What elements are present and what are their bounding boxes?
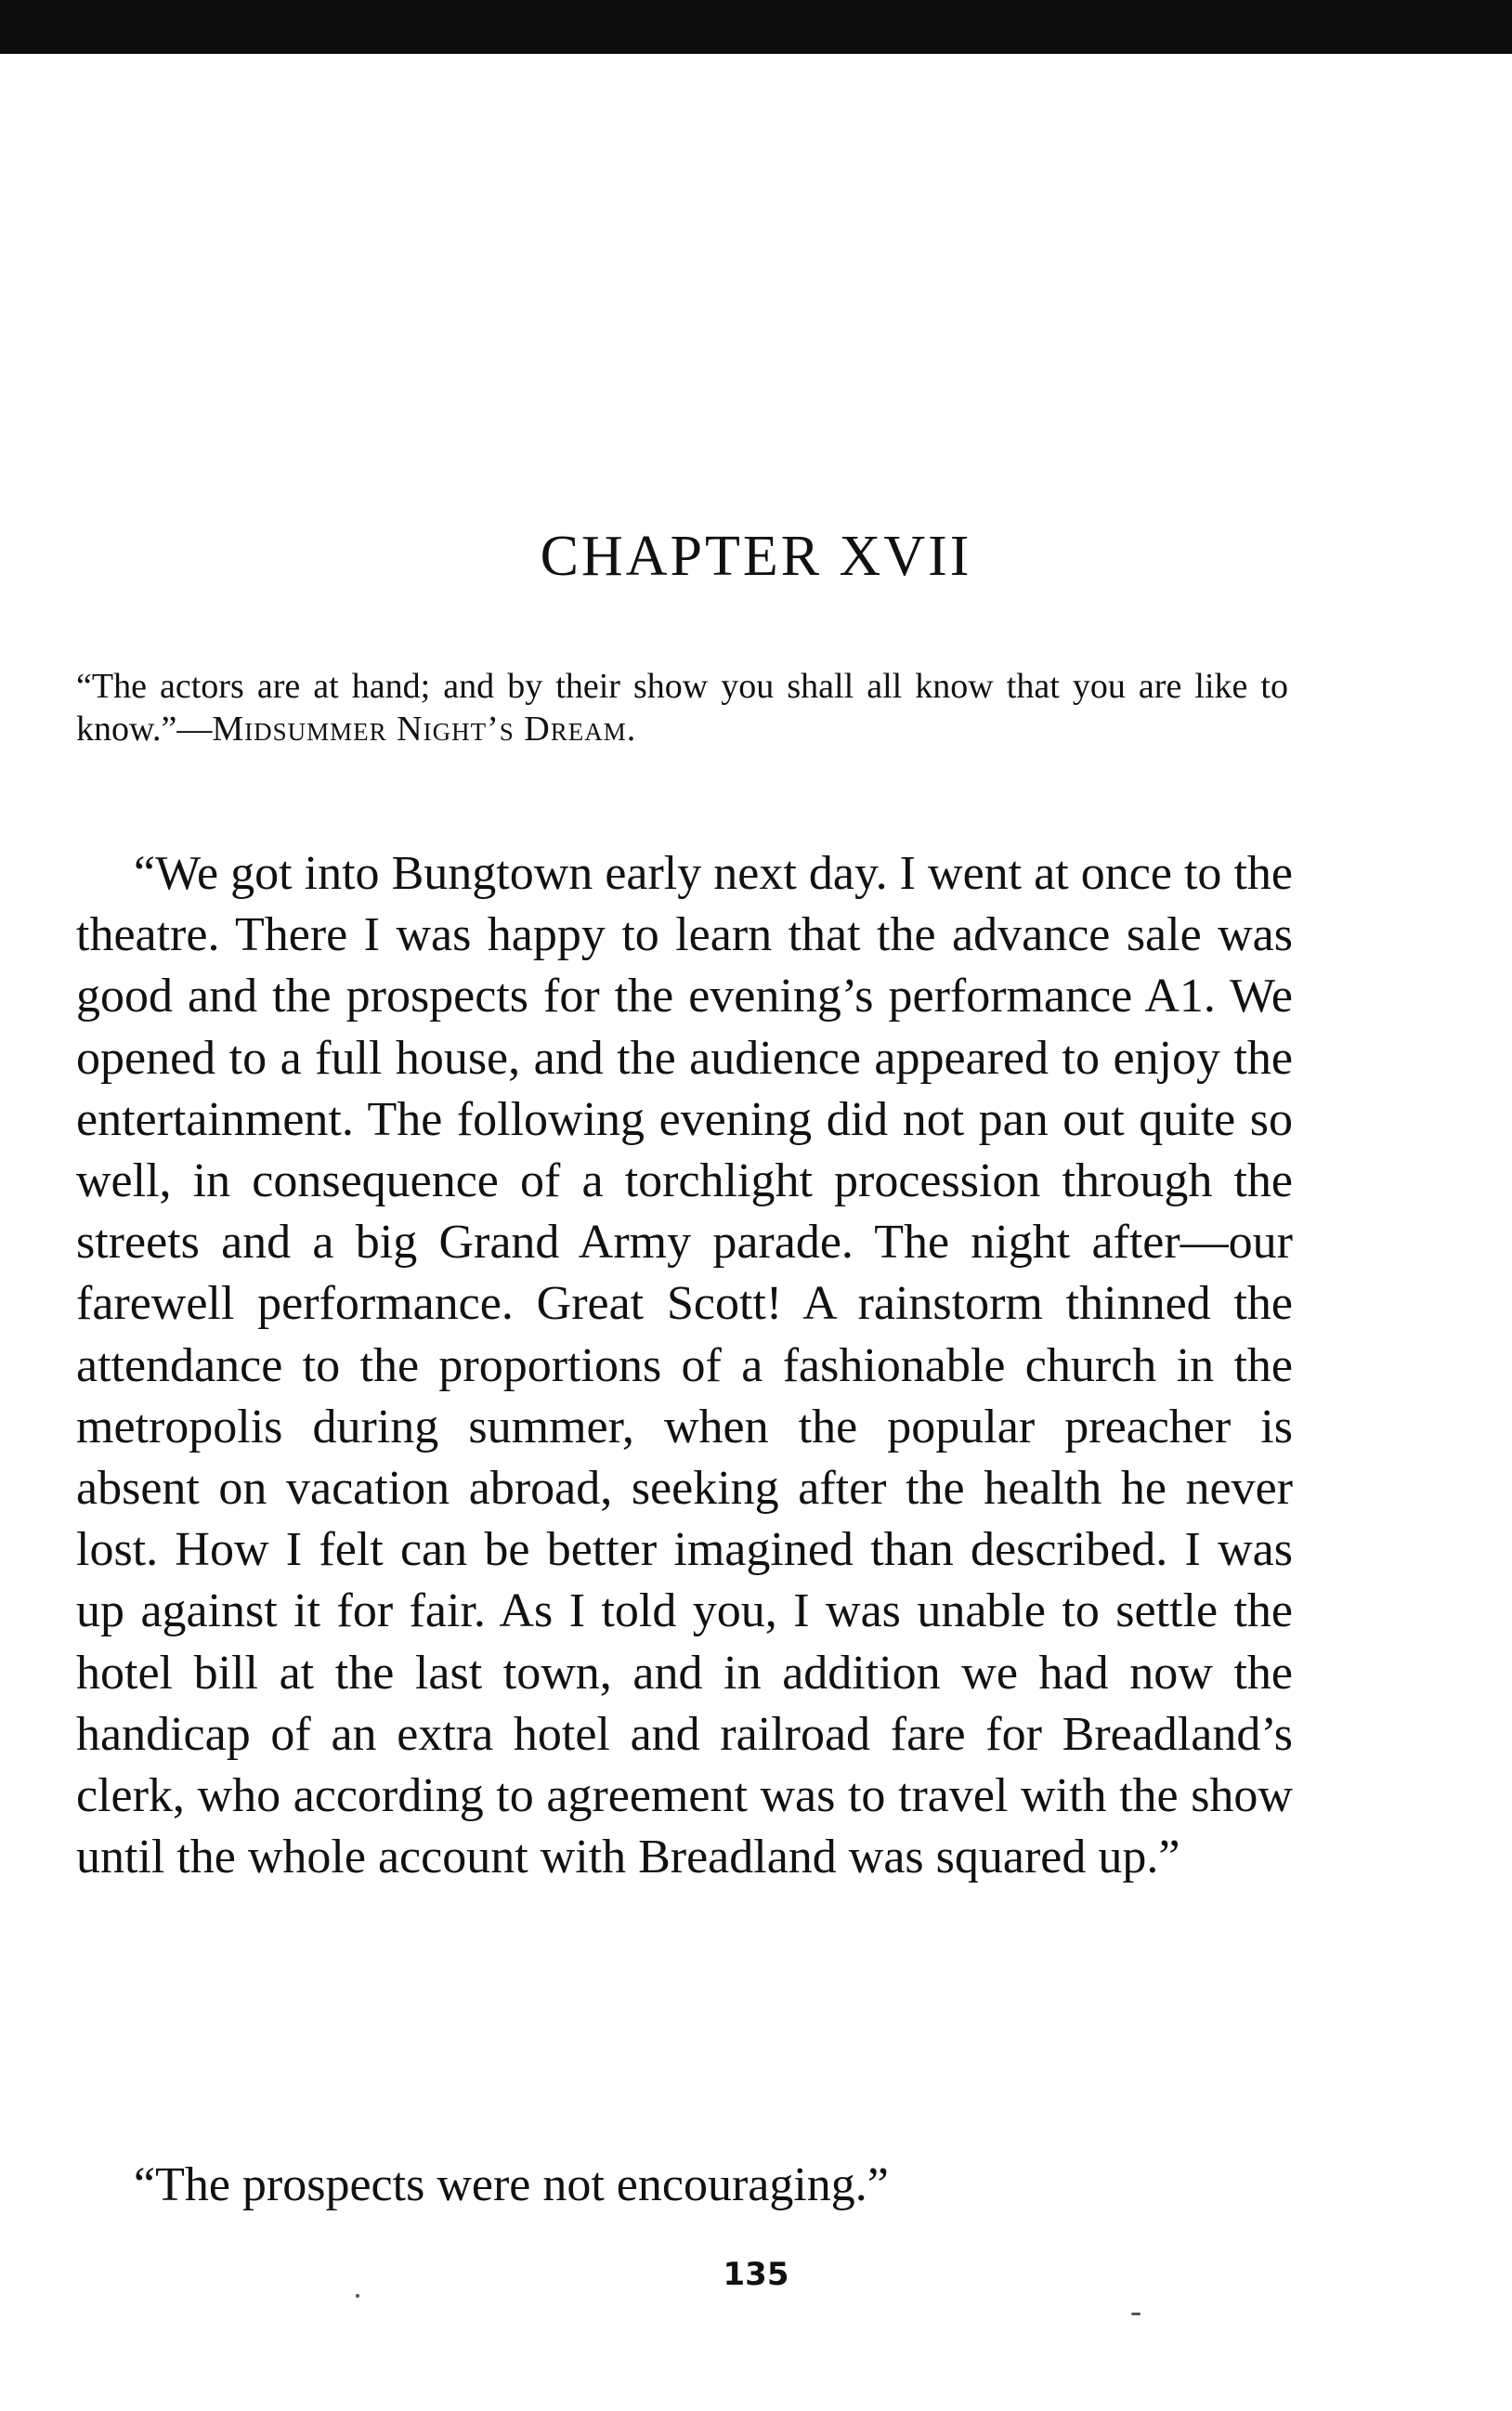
chapter-title: CHAPTER XVII [540, 525, 972, 588]
body-paragraph: “We got into Bungtown early next day. I went at once to the theatre. There I was happy to learn that the advance sale was good and the prospects for the evening’s performance A1. We opened to a full house, and the audience appeared to enjoy the entertainment. The following evening did not pan out quite so well, in consequence of a torchlight procession through the streets and a big Grand Army parade. The night after—our farewell performance. Great Scott! A rainstorm thinned the attendance to the proportions of a fashionable church in the metropolis during summer, when the popular preacher is absent on vacation abroad, seeking after the health he never lost. How I felt can be better imagined than described. I was up against it for fair. As I told you, I was unable to settle the hotel bill at the last town, and in addition we had now the handicap of an extra hotel and railroad fare for Breadland’s clerk, who according to agreement was to travel with the show until the whole account with Breadland was squared up.” [76, 847, 1293, 1884]
top-edge-bar [0, 0, 1512, 54]
print-speck [1131, 2313, 1141, 2315]
print-speck [356, 2294, 359, 2298]
closing-line: “The prospects were not encouraging.” [134, 2158, 889, 2211]
epigraph [76, 665, 1288, 750]
epigraph-end: . [626, 710, 636, 749]
epigraph-quote: “The actors are at hand; and by their show you shall all know that you are like to know.”— [76, 667, 1288, 749]
epigraph-source: Midsummer Night’s Dream [212, 710, 627, 749]
page-number: 135 [723, 2256, 789, 2293]
